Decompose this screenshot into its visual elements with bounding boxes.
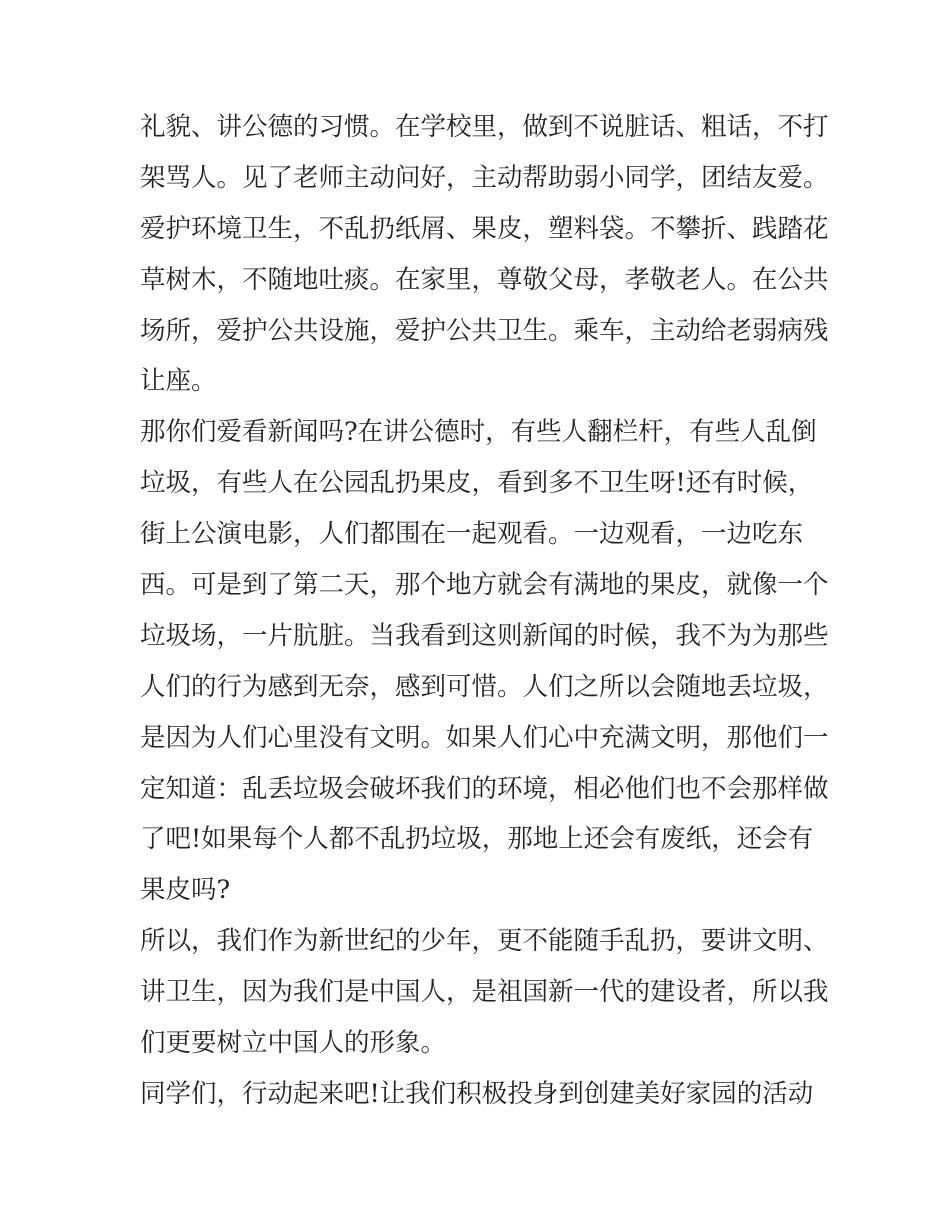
text-line: 西。可是到了第二天，那个地方就会有满地的果皮，就像一个 <box>140 570 829 601</box>
text-line: 场所，爱护公共设施，爱护公共卫生。乘车，主动给老弱病残 <box>140 315 829 346</box>
text-line: 草树木，不随地吐痰。在家里，尊敬父母，孝敬老人。在公共 <box>140 264 829 295</box>
text-line: 所以，我们作为新世纪的少年，更不能随手乱扔，要讲文明、 <box>140 926 829 957</box>
text-line: 垃圾，有些人在公园乱扔果皮，看到多不卫生呀!还有时候， <box>140 468 814 499</box>
text-line: 礼貌、讲公德的习惯。在学校里，做到不说脏话、粗话，不打 <box>140 112 829 142</box>
text-line: 了吧!如果每个人都不乱扔垃圾，那地上还会有废纸，还会有 <box>140 824 814 855</box>
text-line: 街上公演电影，人们都围在一起观看。一边观看，一边吃东 <box>140 519 804 550</box>
text-line: 爱护环境卫生，不乱扔纸屑、果皮，塑料袋。不攀折、践踏花 <box>140 213 829 244</box>
text-line: 同学们，行动起来吧!让我们积极投身到创建美好家园的活动 <box>140 1078 814 1109</box>
text-line: 定知道：乱丢垃圾会破坏我们的环境，相必他们也不会那样做 <box>140 773 829 804</box>
text-line: 让座。 <box>140 366 217 397</box>
text-line: 讲卫生，因为我们是中国人，是祖国新一代的建设者，所以我 <box>140 977 829 1008</box>
text-line: 是因为人们心里没有文明。如果人们心中充满文明，那他们一 <box>140 722 829 753</box>
text-line: 那你们爱看新闻吗?在讲公德时，有些人翻栏杆，有些人乱倒 <box>140 417 817 448</box>
text-line: 垃圾场，一片肮脏。当我看到这则新闻的时候，我不为为那些 <box>140 620 829 651</box>
text-line: 架骂人。见了老师主动问好，主动帮助弱小同学，团结友爱。 <box>140 162 829 193</box>
text-line: 果皮吗? <box>140 875 231 906</box>
body-text <box>140 102 830 1120</box>
text-line: 人们的行为感到无奈，感到可惜。人们之所以会随地丢垃圾， <box>140 671 829 702</box>
text-line: 们更要树立中国人的形象。 <box>140 1028 447 1059</box>
